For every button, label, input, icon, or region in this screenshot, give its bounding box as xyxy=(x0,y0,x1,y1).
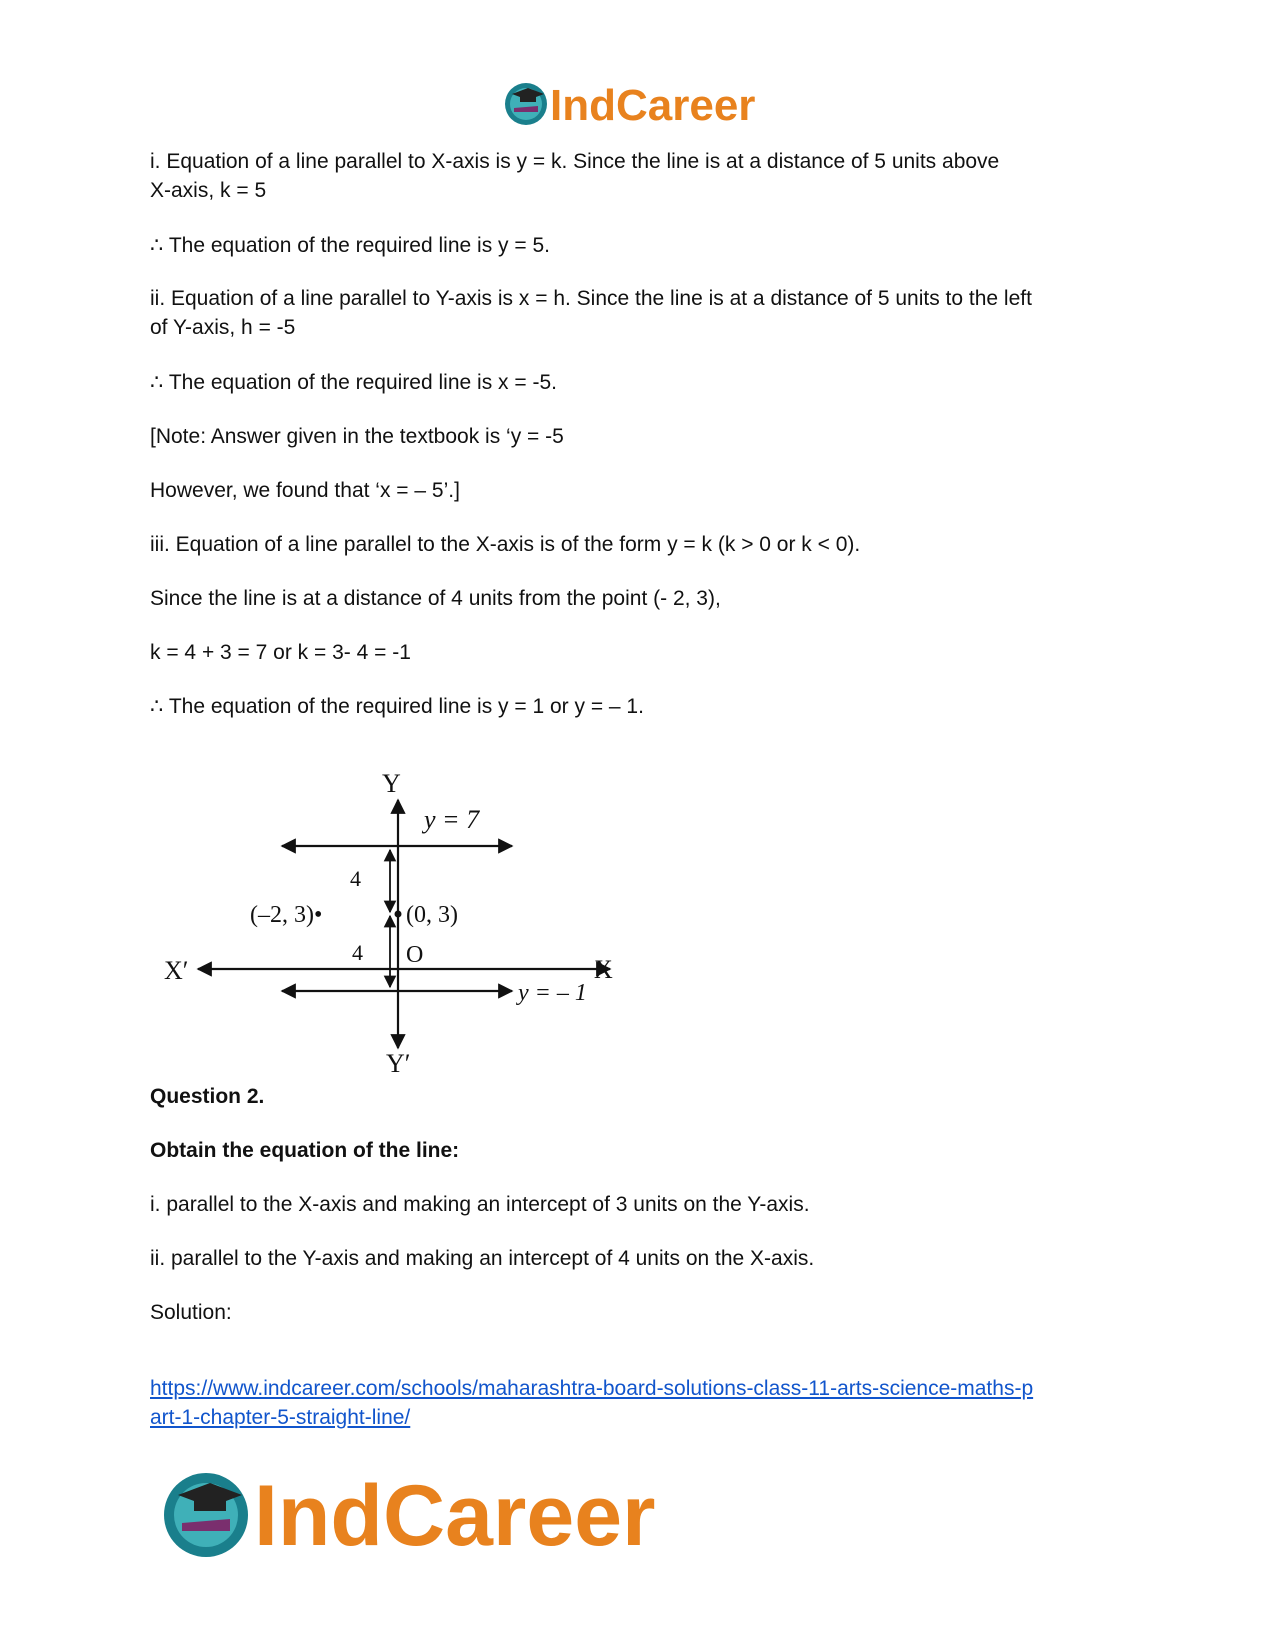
x-axis-label: X xyxy=(594,955,613,984)
paragraph-part-i xyxy=(150,147,1140,205)
point-0-3 xyxy=(395,911,402,918)
indcareer-logo-top xyxy=(502,78,777,130)
indcareer-logo-bottom xyxy=(160,1465,700,1565)
point-neg2-3-label: (–2, 3)• xyxy=(250,902,323,928)
lower-line-label: y = – 1 xyxy=(518,980,587,1006)
source-link[interactable] xyxy=(150,1374,1140,1432)
text-line: X-axis, k = 5 xyxy=(150,179,267,202)
point-0-3-label: (0, 3) xyxy=(406,902,458,928)
y-axis-label: Y xyxy=(382,769,401,798)
conclusion-part-iii: ∴ The equation of the required line is y = 1 or y = – 1. xyxy=(150,695,644,718)
question-item-i: i. parallel to the X-axis and making an intercept of 3 units on the Y-axis. xyxy=(150,1193,810,1216)
conclusion-part-ii: ∴ The equation of the required line is x = -5. xyxy=(150,371,557,394)
graduation-cap-globe-icon xyxy=(505,83,547,125)
source-link-line[interactable]: https://www.indcareer.com/schools/maharashtra-board-solutions-class-11-arts-science-maths-p xyxy=(150,1377,1034,1400)
x-axis-negative-label: X′ xyxy=(164,956,189,985)
solution-label: Solution: xyxy=(150,1301,232,1324)
conclusion-part-i: ∴ The equation of the required line is y = 5. xyxy=(150,234,550,257)
text-line: ii. Equation of a line parallel to Y-axis is x = h. Since the line is at a distance of 5 units to the left xyxy=(150,287,1032,310)
distance-label-upper: 4 xyxy=(350,866,361,891)
upper-line-label: y = 7 xyxy=(424,805,480,834)
question-prompt: Obtain the equation of the line: xyxy=(150,1139,460,1162)
question-title: Question 2. xyxy=(150,1085,265,1108)
origin-label: O xyxy=(406,942,424,968)
logo-wordmark: IndCareer xyxy=(550,81,756,130)
text-line: of Y-axis, h = -5 xyxy=(150,316,296,339)
question-item-ii: ii. parallel to the Y-axis and making an intercept of 4 units on the X-axis. xyxy=(150,1247,815,1270)
paragraph-part-ii xyxy=(150,284,1140,342)
k-values: k = 4 + 3 = 7 or k = 3- 4 = -1 xyxy=(150,641,411,664)
note-correction: However, we found that ‘x = – 5’.] xyxy=(150,479,460,502)
source-link-line[interactable]: art-1-chapter-5-straight-line/ xyxy=(150,1406,411,1429)
logo-wordmark: IndCareer xyxy=(254,1468,656,1564)
y-axis-negative-label: Y′ xyxy=(386,1049,411,1078)
distance-statement: Since the line is at a distance of 4 units from the point (- 2, 3), xyxy=(150,587,721,610)
textbook-note: [Note: Answer given in the textbook is ‘y = -5 xyxy=(150,425,564,448)
coordinate-diagram xyxy=(150,762,650,1082)
paragraph-part-iii: iii. Equation of a line parallel to the X-axis is of the form y = k (k > 0 or k < 0). xyxy=(150,533,861,556)
distance-label-lower: 4 xyxy=(352,940,363,965)
graduation-cap-globe-icon xyxy=(164,1473,248,1557)
text-line: i. Equation of a line parallel to X-axis is y = k. Since the line is at a distance of 5 units above xyxy=(150,150,1000,173)
